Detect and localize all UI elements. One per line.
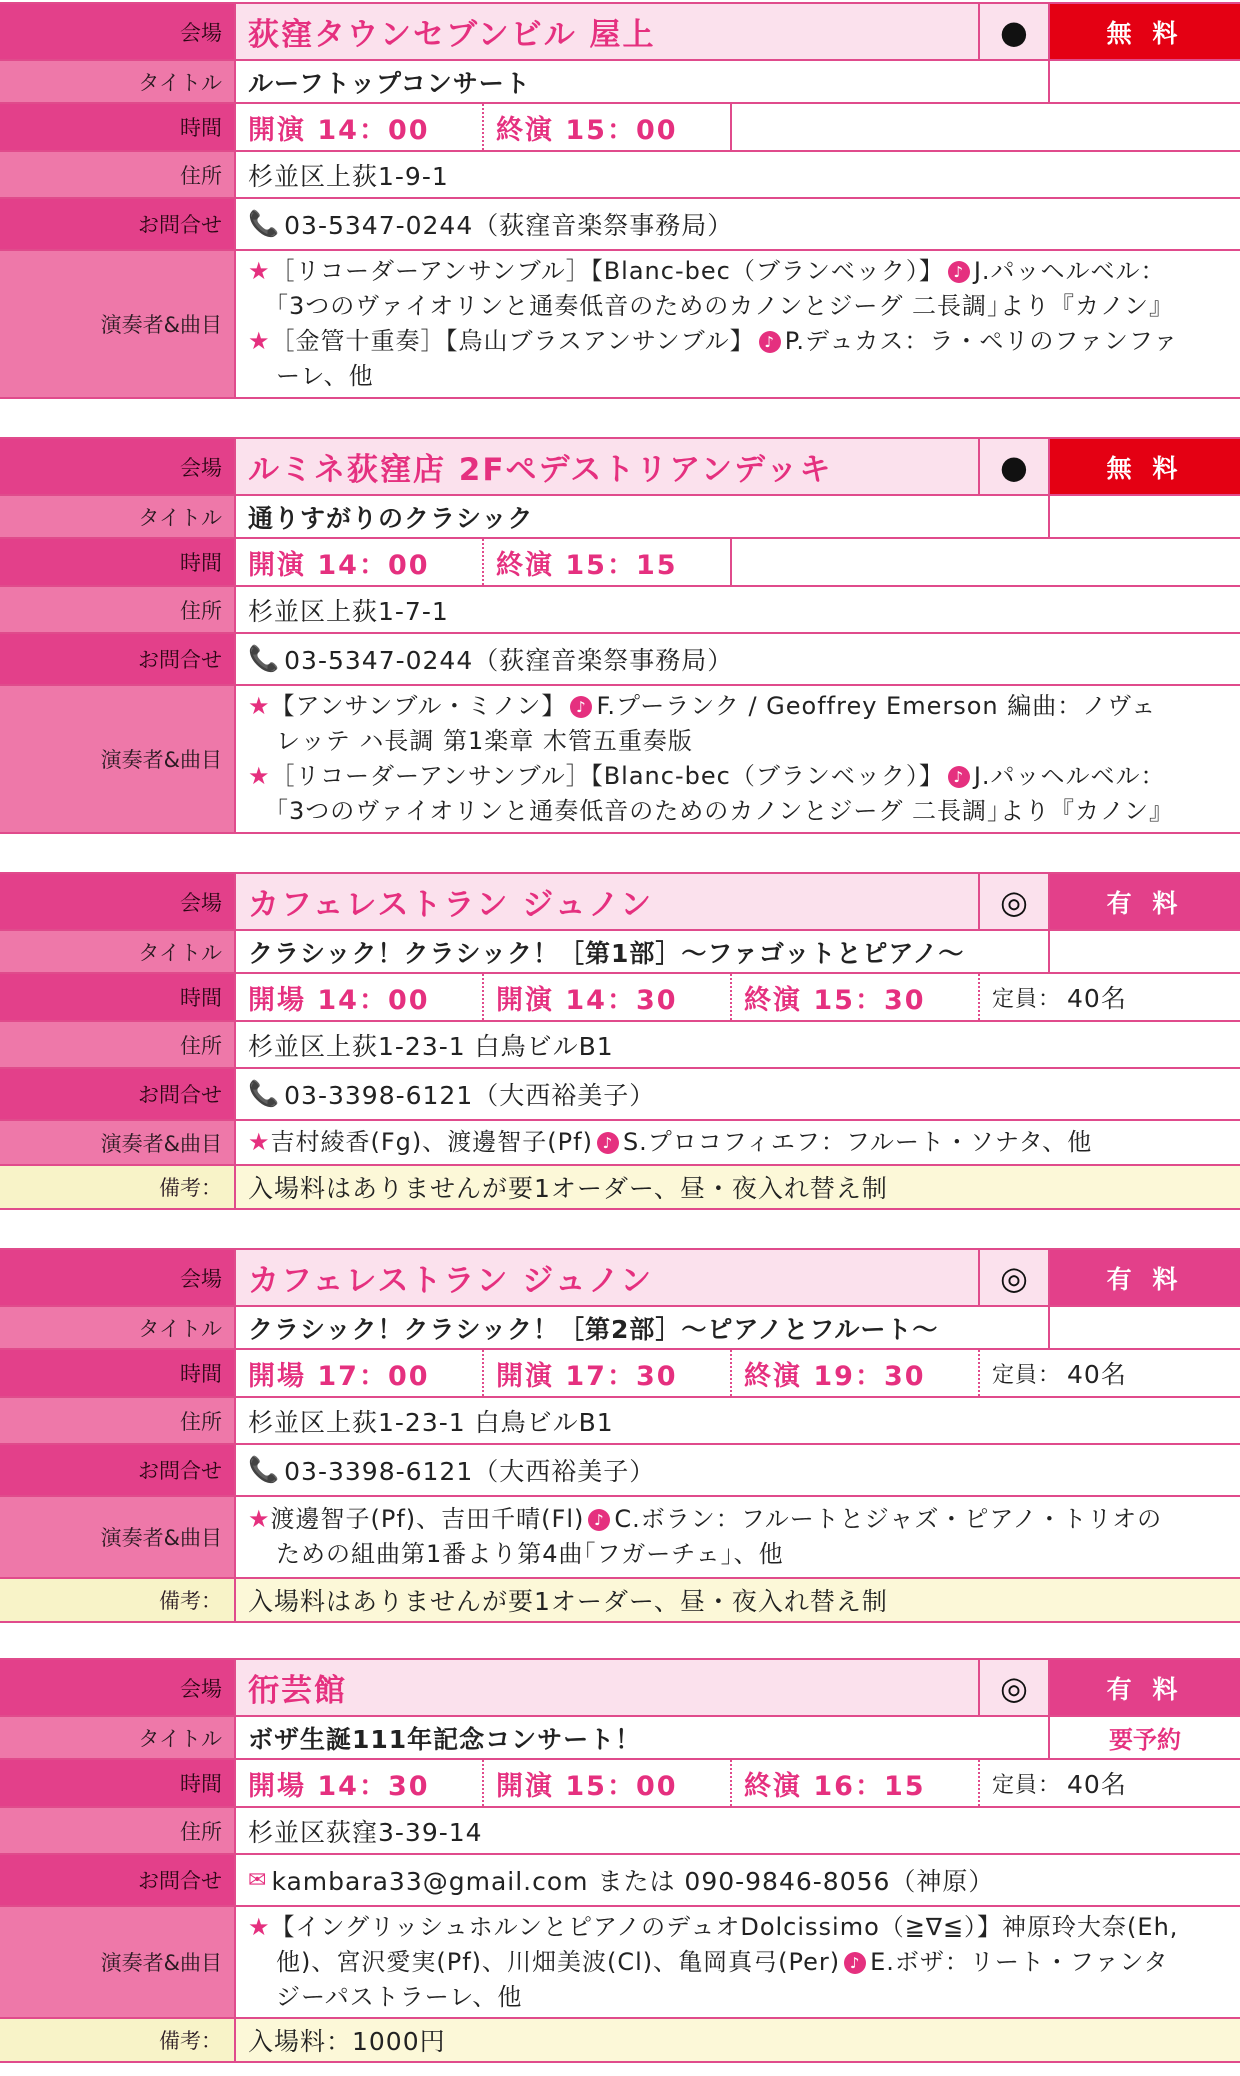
- time-row: [0, 1760, 1240, 1808]
- time-row: [0, 974, 1240, 1022]
- performers-label: 演奏者&曲目: [0, 686, 236, 832]
- performers-label: 演奏者&曲目: [0, 1907, 236, 2017]
- concert-title: 通りすがりのクラシック: [236, 496, 1050, 537]
- title-row: [0, 61, 1240, 104]
- time-row: [0, 1350, 1240, 1398]
- performers-list: [248, 254, 1240, 394]
- address-value: 杉並区上荻1-7-1: [248, 596, 449, 626]
- music-note-icon: ♪: [588, 1509, 610, 1531]
- venue-row: [0, 437, 1240, 496]
- circle-mark-icon: ●: [980, 4, 1050, 59]
- contact-value: 03-5347-0244（荻窪音楽祭事務局）: [284, 211, 734, 240]
- star-icon: ★: [248, 1912, 271, 1941]
- music-note-icon: ♪: [844, 1952, 866, 1974]
- time-row: [0, 104, 1240, 152]
- performers-label: 演奏者&曲目: [0, 1497, 236, 1577]
- venue-row: [0, 2, 1240, 61]
- notes-row: [0, 2019, 1240, 2063]
- contact-row: [0, 199, 1240, 251]
- time-label: 時間: [0, 104, 236, 150]
- star-icon: ★: [248, 692, 271, 720]
- list-item: ★【アンサンブル・ミノン】 ♪ F.プーランク / Geoffrey Emerson 編曲：ノヴェレッテ ハ長調 第1楽章 木管五重奏版: [248, 692, 1157, 755]
- list-item: ★［リコーダーアンサンブル］【Blanc-bec（ブランベック）】 ♪ J.パッヘルベル：｢3つのヴァイオリンと通奏低音のためのカノンとジーグ 二長調｣より『カノン』: [248, 257, 1175, 320]
- time-label: 時間: [0, 539, 236, 585]
- contact-value: kambara33@gmail.com または 090-9846-8056（神原）: [271, 1867, 995, 1896]
- notes-value: 入場料はありませんが要1オーダー、昼・夜入れ替え制: [236, 1166, 1240, 1208]
- address-label: 住所: [0, 1808, 236, 1853]
- contact-value: 03-5347-0244（荻窪音楽祭事務局）: [284, 646, 734, 675]
- venue-row: [0, 872, 1240, 931]
- star-icon: ★: [248, 1128, 271, 1156]
- event-2: [0, 437, 1240, 834]
- address-row: [0, 1398, 1240, 1445]
- notes-row: [0, 1166, 1240, 1210]
- end-time: 終演 15：00: [484, 104, 732, 150]
- address-label: 住所: [0, 587, 236, 632]
- contact-label: お問合せ: [0, 1445, 236, 1495]
- list-item: ★【イングリッシュホルンとピアノのデュオDolcissimo（≧∇≦）】神原玲大奈(Eh, 他)、宮沢愛実(Pf)、川畑美波(Cl)、亀岡真弓(Per) ♪ E.ボザ：リート・ファンタジーパストラーレ、他: [248, 1912, 1179, 2011]
- notes-label: 備考：: [0, 1579, 236, 1621]
- title-row: [0, 1307, 1240, 1350]
- performers-list: [248, 689, 1240, 829]
- fee-badge: 有 料: [1050, 874, 1240, 929]
- phone-icon: 📞: [248, 1079, 281, 1108]
- contact-row: [0, 1069, 1240, 1121]
- start-time: 開演 15：00: [484, 1760, 732, 1806]
- mail-icon: ✉: [248, 1867, 268, 1893]
- capacity: 定員： 40名: [992, 984, 1127, 1013]
- time-row: [0, 539, 1240, 587]
- start-time: 開演 14：30: [484, 974, 732, 1020]
- contact-label: お問合せ: [0, 634, 236, 684]
- title-row: [0, 496, 1240, 539]
- venue-name: 衎芸館: [236, 1660, 980, 1715]
- performers-row: [0, 1907, 1240, 2019]
- phone-icon: 📞: [248, 209, 281, 238]
- venue-name: カフェレストラン ジュノン: [236, 1250, 980, 1305]
- double-circle-mark-icon: ◎: [980, 1660, 1050, 1715]
- double-circle-mark-icon: ◎: [980, 874, 1050, 929]
- open-time: 開場 14：00: [236, 974, 484, 1020]
- phone-icon: 📞: [248, 1455, 281, 1484]
- start-time: 開演 14：00: [236, 104, 484, 150]
- performers-row: [0, 251, 1240, 399]
- notes-value: 入場料はありませんが要1オーダー、昼・夜入れ替え制: [236, 1579, 1240, 1621]
- reservation-required: 要予約: [1109, 1726, 1181, 1754]
- concert-title: クラシック！クラシック！［第1部］～ファゴットとピアノ～: [236, 931, 1050, 972]
- address-row: [0, 152, 1240, 199]
- list-item: ★［リコーダーアンサンブル］【Blanc-bec（ブランベック）】 ♪ J.パッヘルベル：｢3つのヴァイオリンと通奏低音のためのカノンとジーグ 二長調｣より『カノン』: [248, 762, 1175, 825]
- address-label: 住所: [0, 1022, 236, 1067]
- address-value: 杉並区上荻1-23-1 白鳥ビルB1: [248, 1407, 614, 1437]
- concert-title: ルーフトップコンサート: [236, 61, 1050, 102]
- performers-label: 演奏者&曲目: [0, 251, 236, 397]
- performers-row: [0, 1497, 1240, 1579]
- concert-title: クラシック！クラシック！［第2部］～ピアノとフルート～: [236, 1307, 1050, 1348]
- address-row: [0, 1808, 1240, 1855]
- title-row: [0, 931, 1240, 974]
- phone-icon: 📞: [248, 644, 281, 673]
- venue-label: 会場: [0, 439, 236, 494]
- title-label: タイトル: [0, 61, 236, 102]
- music-note-icon: ♪: [570, 696, 592, 718]
- contact-label: お問合せ: [0, 1069, 236, 1119]
- start-time: 開演 14：00: [236, 539, 484, 585]
- event-3: [0, 872, 1240, 1210]
- address-value: 杉並区荻窪3-39-14: [248, 1817, 483, 1847]
- circle-mark-icon: ●: [980, 439, 1050, 494]
- contact-label: お問合せ: [0, 199, 236, 249]
- contact-row: [0, 634, 1240, 686]
- performers-label: 演奏者&曲目: [0, 1121, 236, 1164]
- notes-label: 備考：: [0, 1166, 236, 1208]
- time-label: 時間: [0, 974, 236, 1020]
- venue-name: ルミネ荻窪店 2Fペデストリアンデッキ: [236, 439, 980, 494]
- performers-row: [0, 1121, 1240, 1166]
- star-icon: ★: [248, 762, 271, 790]
- address-row: [0, 1022, 1240, 1069]
- address-value: 杉並区上荻1-23-1 白鳥ビルB1: [248, 1031, 614, 1061]
- music-note-icon: ♪: [948, 261, 970, 283]
- event-1: [0, 2, 1240, 399]
- start-time: 開演 17：30: [484, 1350, 732, 1396]
- fee-badge: 無 料: [1050, 4, 1240, 59]
- event-5: [0, 1658, 1240, 2063]
- venue-label: 会場: [0, 874, 236, 929]
- venue-row: [0, 1658, 1240, 1717]
- capacity: 定員： 40名: [992, 1770, 1127, 1799]
- address-label: 住所: [0, 1398, 236, 1443]
- event-4: [0, 1248, 1240, 1623]
- notes-value: 入場料：1000円: [236, 2019, 1240, 2061]
- address-row: [0, 587, 1240, 634]
- venue-label: 会場: [0, 1250, 236, 1305]
- star-icon: ★: [248, 327, 271, 355]
- title-label: タイトル: [0, 931, 236, 972]
- end-time: 終演 15：30: [732, 974, 980, 1020]
- capacity: 定員： 40名: [992, 1360, 1127, 1389]
- open-time: 開場 17：00: [236, 1350, 484, 1396]
- venue-row: [0, 1248, 1240, 1307]
- notes-row: [0, 1579, 1240, 1623]
- list-item: ★［金管十重奏］【烏山ブラスアンサンブル】 ♪ P.デュカス：ラ・ペリのファンファーレ、他: [248, 327, 1179, 390]
- performers-row: [0, 686, 1240, 834]
- end-time: 終演 15：15: [484, 539, 732, 585]
- contact-row: [0, 1445, 1240, 1497]
- list-item: ★渡邊智子(Pf)、吉田千晴(Fl) ♪ C.ボラン：フルートとジャズ・ピアノ・トリオのための組曲第1番より第4曲｢フガーチェ｣、他: [248, 1505, 1163, 1568]
- performers-list: [248, 1910, 1240, 2015]
- address-value: 杉並区上荻1-9-1: [248, 161, 449, 191]
- fee-badge: 無 料: [1050, 439, 1240, 494]
- contact-value: 03-3398-6121（大西裕美子）: [284, 1081, 656, 1110]
- performers-list: [248, 1125, 1152, 1160]
- title-label: タイトル: [0, 1717, 236, 1758]
- music-note-icon: ♪: [597, 1132, 619, 1154]
- contact-label: お問合せ: [0, 1855, 236, 1905]
- music-note-icon: ♪: [759, 331, 781, 353]
- time-label: 時間: [0, 1760, 236, 1806]
- end-time: 終演 16：15: [732, 1760, 980, 1806]
- open-time: 開場 14：30: [236, 1760, 484, 1806]
- title-label: タイトル: [0, 1307, 236, 1348]
- list-item: ★吉村綾香(Fg)、渡邊智子(Pf) ♪ S.プロコフィエフ：フルート・ソナタ、他: [248, 1128, 1093, 1156]
- double-circle-mark-icon: ◎: [980, 1250, 1050, 1305]
- concert-title: ボザ生誕111年記念コンサート！: [236, 1717, 1050, 1758]
- venue-name: カフェレストラン ジュノン: [236, 874, 980, 929]
- music-note-icon: ♪: [948, 766, 970, 788]
- fee-badge: 有 料: [1050, 1250, 1240, 1305]
- end-time: 終演 19：30: [732, 1350, 980, 1396]
- venue-label: 会場: [0, 1660, 236, 1715]
- performers-list: [248, 1502, 1240, 1572]
- star-icon: ★: [248, 257, 271, 285]
- address-label: 住所: [0, 152, 236, 197]
- star-icon: ★: [248, 1505, 271, 1533]
- contact-value: 03-3398-6121（大西裕美子）: [284, 1457, 656, 1486]
- title-row: [0, 1717, 1240, 1760]
- time-label: 時間: [0, 1350, 236, 1396]
- contact-row: [0, 1855, 1240, 1907]
- venue-label: 会場: [0, 4, 236, 59]
- title-label: タイトル: [0, 496, 236, 537]
- venue-name: 荻窪タウンセブンビル 屋上: [236, 4, 980, 59]
- fee-badge: 有 料: [1050, 1660, 1240, 1715]
- notes-label: 備考：: [0, 2019, 236, 2061]
